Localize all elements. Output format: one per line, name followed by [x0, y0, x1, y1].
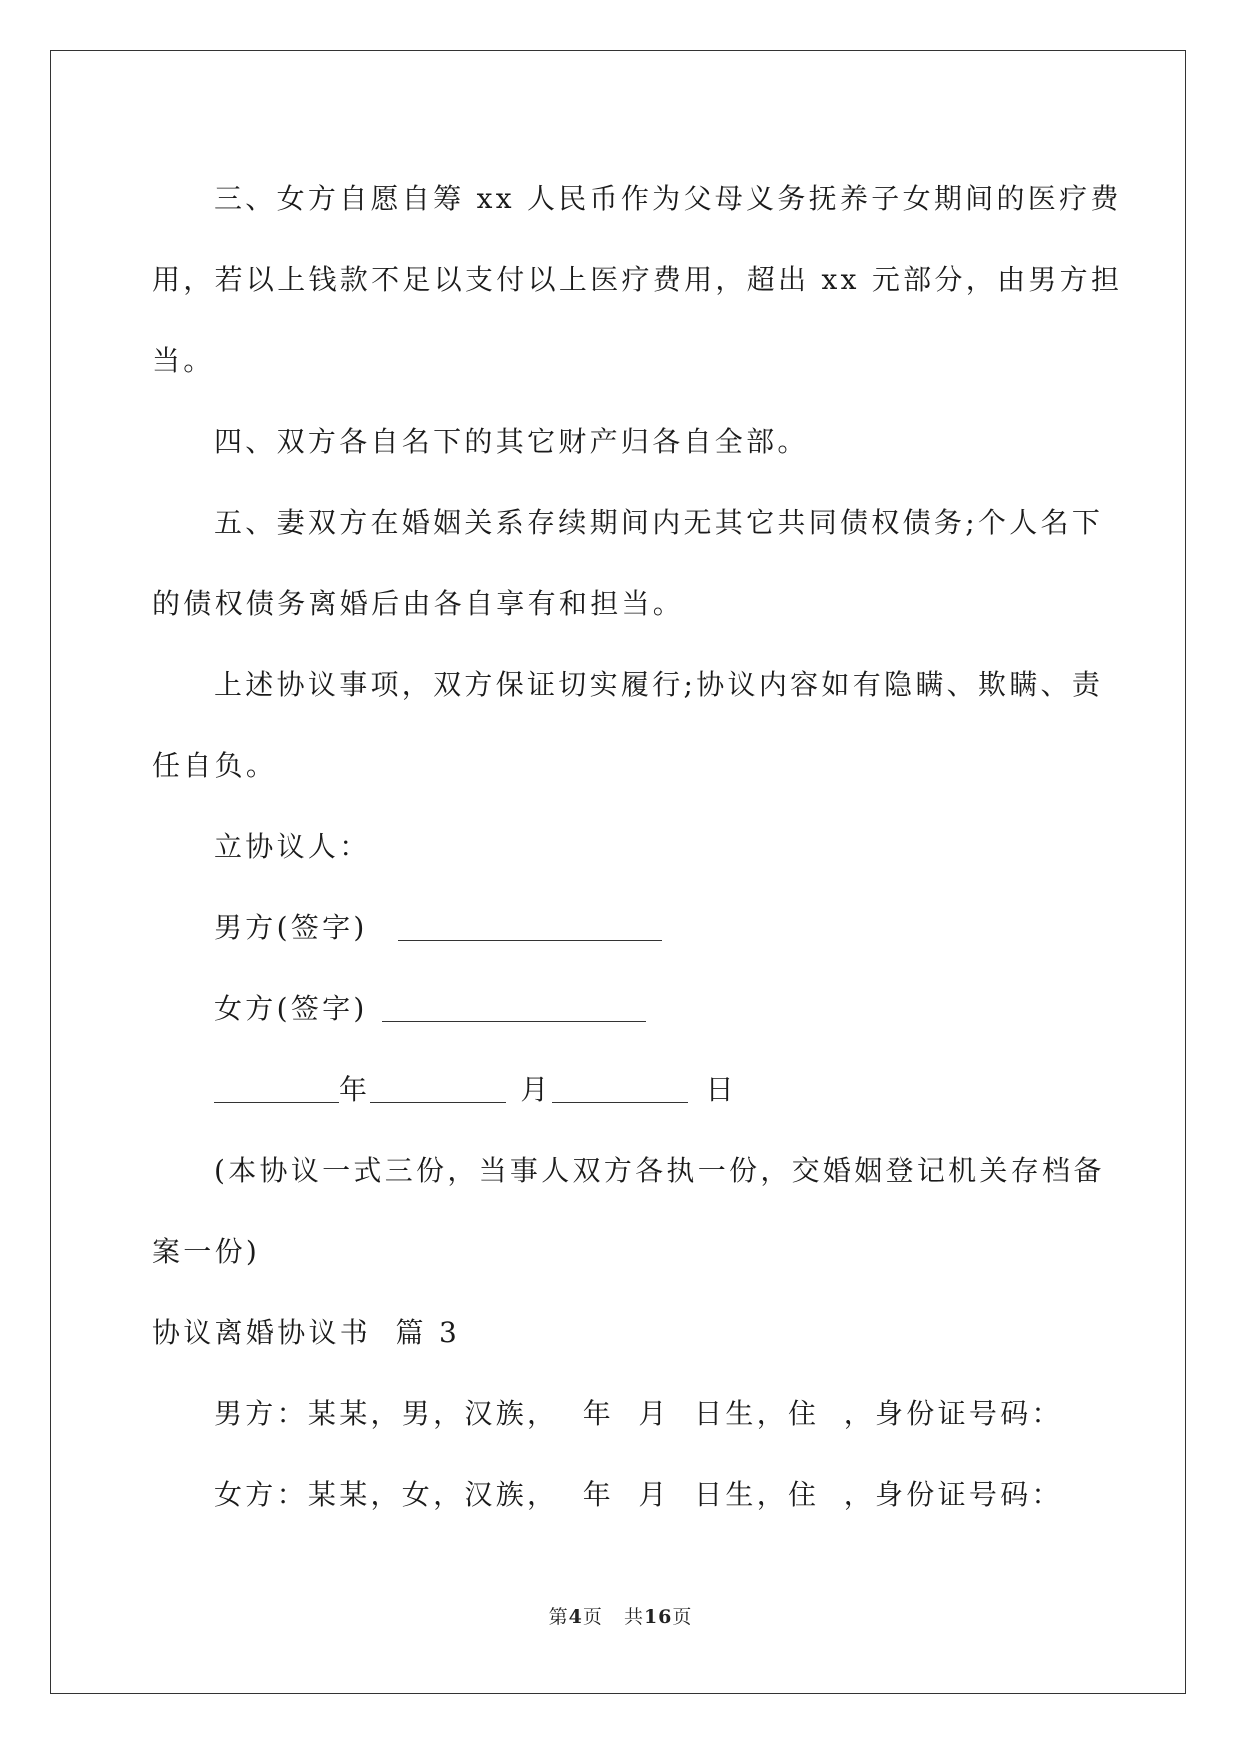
- year-label: 年: [339, 1073, 371, 1106]
- paragraph-3-line-3: 当。: [152, 344, 215, 377]
- paragraph-3-line-2: 用，若以上钱款不足以支付以上医疗费用，超出 xx 元部分，由男方担: [152, 263, 1123, 296]
- year-field[interactable]: [214, 1074, 339, 1103]
- male-signature-field[interactable]: [398, 912, 662, 941]
- male-signature-label: 男方(签字): [214, 911, 368, 944]
- date-line: [152, 1049, 1092, 1130]
- signatories-label: 立协议人：: [214, 830, 371, 863]
- page-footer: [0, 1602, 1241, 1629]
- paragraph-5-line-1: 五、妻双方在婚姻关系存续期间内无其它共同债权债务;个人名下: [214, 506, 1104, 539]
- paragraph-6-line-2: 任自负。: [152, 749, 278, 782]
- section-title: 协议离婚协议书 篇 3: [152, 1316, 461, 1349]
- day-field[interactable]: [552, 1074, 688, 1103]
- female-party-info: 女方：某某，女，汉族， 年 月 日生，住 ，身份证号码：: [214, 1478, 1063, 1511]
- copies-note-line-1: (本协议一式三份，当事人双方各执一份，交婚姻登记机关存档备: [214, 1154, 1105, 1187]
- female-signature-label: 女方(签字): [214, 992, 368, 1025]
- paragraph-3-line-1: 三、女方自愿自筹 xx 人民币作为父母义务抚养子女期间的医疗费: [214, 182, 1122, 215]
- male-party-info: 男方：某某，男，汉族， 年 月 日生，住 ，身份证号码：: [214, 1397, 1063, 1430]
- female-signature-field[interactable]: [382, 993, 646, 1022]
- footer-total-pages: 16: [643, 1606, 673, 1628]
- paragraph-5-line-2: 的债权债务离婚后由各自享有和担当。: [152, 587, 685, 620]
- month-label: 月: [520, 1073, 552, 1106]
- male-signature-line: [152, 887, 1092, 968]
- footer-mid: 页 共: [582, 1606, 644, 1628]
- female-signature-line: [152, 968, 1092, 1049]
- footer-suffix: 页: [672, 1606, 693, 1628]
- copies-note-line-2: 案一份): [152, 1235, 261, 1268]
- footer-current-page: 4: [568, 1606, 583, 1628]
- month-field[interactable]: [370, 1074, 506, 1103]
- paragraph-4-line-1: 四、双方各自名下的其它财产归各自全部。: [214, 425, 809, 458]
- document-body: [152, 158, 1123, 1535]
- paragraph-6-line-1: 上述协议事项，双方保证切实履行;协议内容如有隐瞒、欺瞒、责: [214, 668, 1104, 701]
- footer-prefix: 第: [548, 1606, 569, 1628]
- day-label: 日: [705, 1073, 737, 1106]
